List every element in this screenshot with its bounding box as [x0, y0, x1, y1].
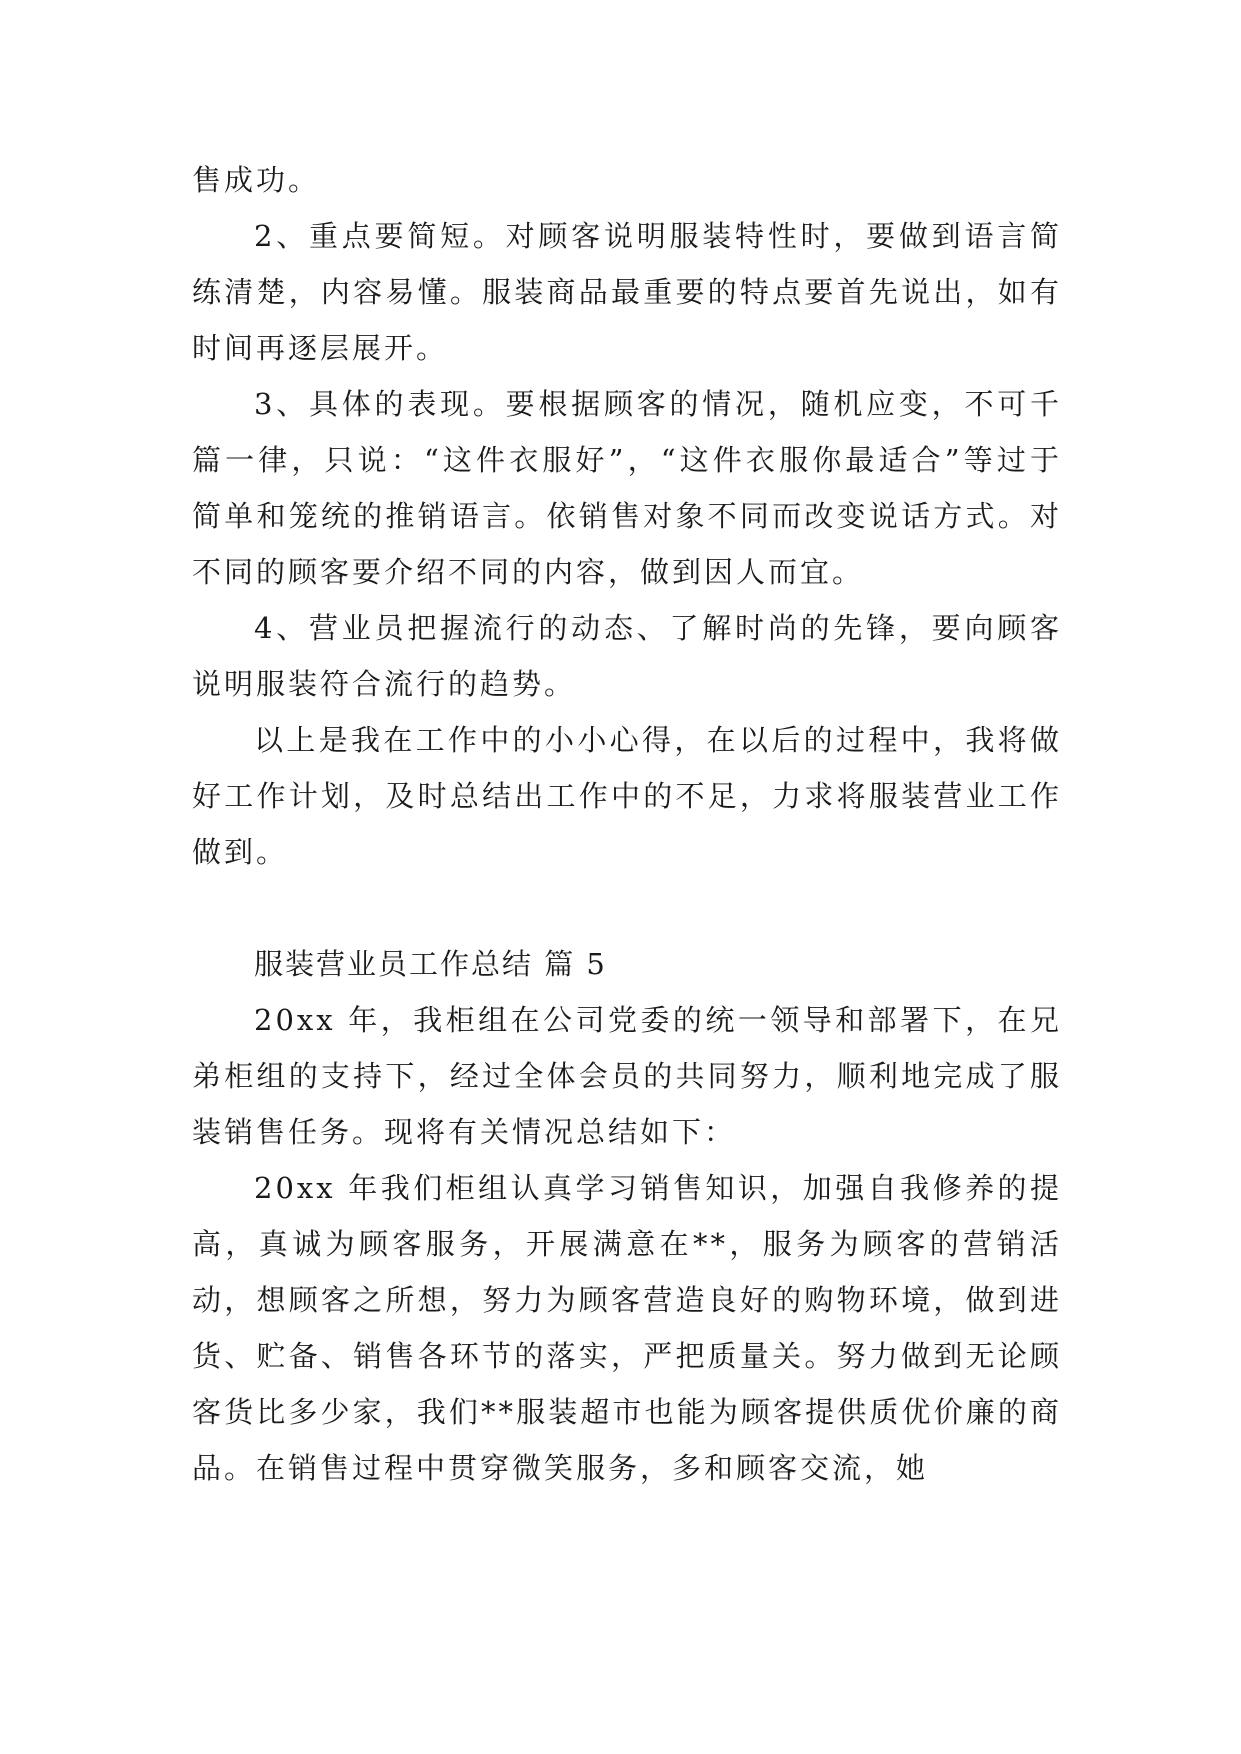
paragraph-conclusion: 以上是我在工作中的小小心得，在以后的过程中，我将做好工作计划，及时总结出工作中的不足，力求将服装营业工作做到。: [192, 723, 1062, 869]
section-heading: 服装营业员工作总结 篇 5: [254, 947, 607, 981]
document-body: [192, 152, 1062, 1496]
paragraph-body: 20xx 年我们柜组认真学习销售知识，加强自我修养的提高，真诚为顾客服务，开展满意在**，服务为顾客的营销活动，想顾客之所想，努力为顾客营造良好的购物环境，做到进货、贮备、销售各环节的落实，严把质量关。努力做到无论顾客货比多少家，我们**服装超市也能为顾客提供质优价廉的商品。在销售过程中贯穿微笑服务，多和顾客交流，她: [192, 1171, 1062, 1485]
paragraph-continuation: 售成功。: [192, 163, 321, 197]
paragraph-point-4: 4、营业员把握流行的动态、了解时尚的先锋，要向顾客说明服装符合流行的趋势。: [192, 611, 1062, 701]
section-spacer: [192, 880, 1062, 936]
paragraph-point-2: 2、重点要简短。对顾客说明服装特性时，要做到语言简练清楚，内容易懂。服装商品最重要的特点要首先说出，如有时间再逐层展开。: [192, 219, 1062, 365]
paragraph-point-3: 3、具体的表现。要根据顾客的情况，随机应变，不可千篇一律，只说：“这件衣服好”，“这件衣服你最适合”等过于简单和笼统的推销语言。依销售对象不同而改变说话方式。对不同的顾客要介绍不同的内容，做到因人而宜。: [192, 387, 1062, 589]
paragraph-intro: 20xx 年，我柜组在公司党委的统一领导和部署下，在兄弟柜组的支持下，经过全体会员的共同努力，顺利地完成了服装销售任务。现将有关情况总结如下：: [192, 1003, 1062, 1149]
